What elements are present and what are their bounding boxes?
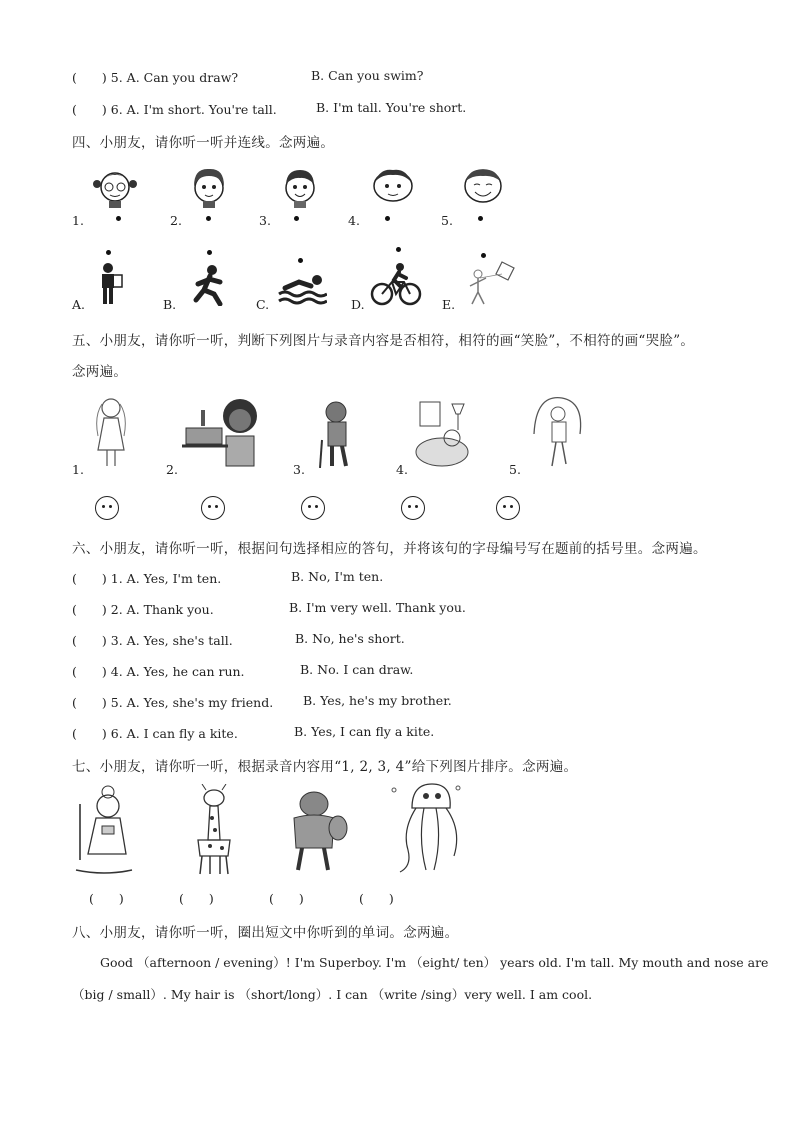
section7-title: 七、小朋友，请你听一听，根据录音内容用“1, 2, 3, 4”给下列图片排序。念两遍。: [72, 759, 578, 775]
option-b: B. Yes, he's my brother.: [303, 693, 452, 708]
match-dot[interactable]: [206, 216, 211, 221]
question-row: [72, 724, 238, 742]
order-paren[interactable]: ( ): [179, 891, 214, 906]
section8-title: 八、小朋友，请你听一听，圈出短文中你听到的单词。念两遍。: [72, 925, 459, 941]
match-dot[interactable]: [298, 258, 303, 263]
passage-line: （big / small）. My hair is （short/long）. I can （write /sing）very well. I am cool.: [72, 987, 593, 1002]
girl-face-image: [186, 164, 232, 208]
girl-glasses-face-image: [92, 164, 138, 208]
activity-letter: A.: [72, 297, 86, 312]
answer-paren[interactable]: ( ): [72, 664, 107, 679]
match-dot[interactable]: [478, 216, 483, 221]
question-number: 1.: [110, 571, 123, 586]
order-paren[interactable]: ( ): [269, 891, 304, 906]
option-b: B. Can you swim?: [311, 68, 424, 83]
match-dot[interactable]: [385, 216, 390, 221]
question-number: 2.: [110, 602, 123, 617]
match-number: 3.: [259, 213, 271, 228]
answer-paren[interactable]: ( ): [72, 602, 107, 617]
option-b: B. Yes, I can fly a kite.: [294, 724, 435, 739]
match-dot[interactable]: [396, 247, 401, 252]
match-number: 4.: [348, 213, 360, 228]
boy-birthday-cake-image: [182, 396, 262, 468]
answer-paren[interactable]: ( ): [72, 695, 107, 710]
boy-face-image: [277, 164, 323, 208]
bedroom-bear-image: [412, 400, 476, 470]
section6-title: 六、小朋友，请你听一听，根据问句选择相应的答句，并将该句的字母编号写在题前的括号里。念两遍。: [72, 541, 707, 557]
passage-line: Good （afternoon / evening）! I'm Superboy. I'm （eight/ ten） years old. I'm tall. My mouth and nose are: [100, 955, 769, 970]
monster-image: [284, 786, 350, 876]
match-dot[interactable]: [294, 216, 299, 221]
question-number: 5.: [110, 695, 123, 710]
option-b: B. No. I can draw.: [300, 662, 414, 677]
answer-paren[interactable]: ( ): [72, 102, 107, 117]
order-paren[interactable]: ( ): [89, 891, 124, 906]
smiling-boy-face-image: [458, 164, 508, 208]
option-a: A. Yes, he can run.: [126, 664, 245, 679]
answer-paren[interactable]: ( ): [72, 633, 107, 648]
boy-big-head-face-image: [368, 164, 418, 208]
question-row: [72, 569, 221, 587]
option-b: B. I'm tall. You're short.: [316, 100, 467, 115]
option-b: B. No, I'm ten.: [291, 569, 384, 584]
option-a: A. I can fly a kite.: [126, 726, 238, 741]
question-number: 4.: [110, 664, 123, 679]
question-row: [72, 68, 238, 86]
kite-flying-person-image: [466, 258, 522, 308]
picture-number: 2.: [166, 462, 178, 477]
option-a: A. Can you draw?: [126, 70, 239, 85]
activity-letter: C.: [256, 297, 270, 312]
order-paren[interactable]: ( ): [359, 891, 394, 906]
answer-paren[interactable]: ( ): [72, 726, 107, 741]
question-row: [72, 662, 245, 680]
answer-paren[interactable]: ( ): [72, 70, 107, 85]
old-man-cane-image: [316, 400, 362, 468]
option-b: B. I'm very well. Thank you.: [289, 600, 466, 615]
section5-title: 五、小朋友，请你听一听，判断下列图片与录音内容是否相符，相符的画“笑脸”，不相符的画“哭脸”。: [72, 333, 695, 349]
jellyfish-image: [382, 780, 462, 876]
swimming-person-image: [277, 272, 327, 306]
question-row: [72, 631, 233, 649]
question-row: [72, 100, 277, 118]
question-row: [72, 600, 214, 618]
match-dot[interactable]: [106, 250, 111, 255]
girl-dress-image: [90, 396, 132, 468]
running-person-image: [190, 264, 230, 306]
question-number: 6.: [110, 102, 123, 117]
option-b: B. No, he's short.: [295, 631, 405, 646]
face-answer-icon[interactable]: [496, 496, 520, 520]
option-a: A. Yes, she's tall.: [126, 633, 233, 648]
section5-title-cont: 念两遍。: [72, 364, 128, 380]
match-number: 1.: [72, 213, 84, 228]
answer-paren[interactable]: ( ): [72, 571, 107, 586]
section4-title: 四、小朋友，请你听一听并连线。念两遍。: [72, 135, 335, 151]
picture-number: 3.: [293, 462, 305, 477]
activity-letter: B.: [163, 297, 177, 312]
option-a: A. Yes, I'm ten.: [126, 571, 222, 586]
picture-number: 5.: [509, 462, 521, 477]
giraffe-image: [184, 784, 244, 876]
face-answer-icon[interactable]: [401, 496, 425, 520]
activity-letter: E.: [442, 297, 456, 312]
match-dot[interactable]: [116, 216, 121, 221]
option-a: A. Yes, she's my friend.: [126, 695, 274, 710]
activity-letter: D.: [351, 297, 365, 312]
match-number: 2.: [170, 213, 182, 228]
match-number: 5.: [441, 213, 453, 228]
option-a: A. Thank you.: [126, 602, 214, 617]
girl-skipping-rope-image: [526, 394, 586, 472]
match-dot[interactable]: [207, 250, 212, 255]
picture-number: 1.: [72, 462, 84, 477]
cycling-person-image: [370, 262, 422, 306]
question-row: [72, 693, 273, 711]
question-number: 3.: [110, 633, 123, 648]
question-number: 5.: [110, 70, 123, 85]
picture-number: 4.: [396, 462, 408, 477]
reading-person-image: [96, 262, 126, 306]
question-number: 6.: [110, 726, 123, 741]
option-a: A. I'm short. You're tall.: [126, 102, 277, 117]
face-answer-icon[interactable]: [95, 496, 119, 520]
face-answer-icon[interactable]: [201, 496, 225, 520]
face-answer-icon[interactable]: [301, 496, 325, 520]
grandma-rocking-chair-image: [74, 784, 138, 876]
